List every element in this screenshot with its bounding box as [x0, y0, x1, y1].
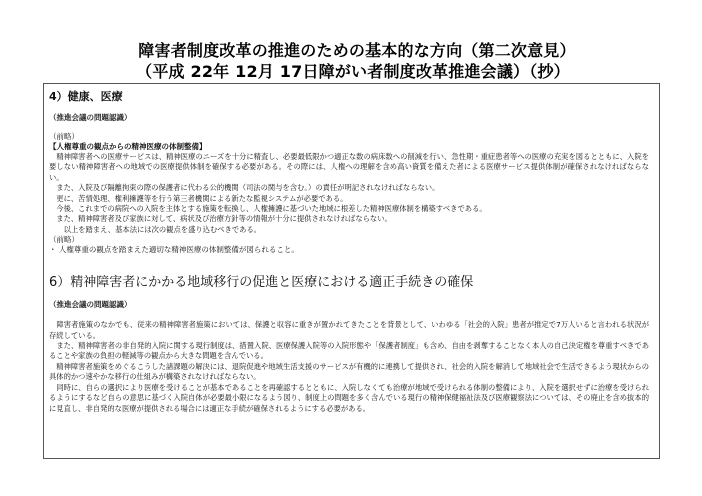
excerpt-box — [43, 83, 660, 459]
section-heading-health-medical: 4）健康、医療 — [49, 90, 123, 103]
paragraph: 精神障害者施策をめぐるこうした諸課題の解決には、退院促進や地域生活支援のサービスが有機的に連携して提供され、社会的入院を解消して地域社会で生活できるよう現状からの具体的かつ速やかな移行の仕組みが構築されなければならない。 — [49, 361, 649, 382]
section-heading-community-transition: 6）精神障害者にかかる地域移行の促進と医療における適正手続きの確保 — [49, 275, 474, 291]
title-line-2: （平成 22年 12月 17日障がい者制度改革推進会議）（抄） — [136, 62, 570, 81]
section-subheading: （推進会議の問題認識） — [49, 113, 132, 122]
omission-note: （前略） — [49, 132, 79, 141]
paragraph: 以上を踏まえ、基本法には次の観点を盛り込むべきである。 — [49, 224, 262, 234]
paragraph: 更に、苦情処理、権利擁護等を行う第三者機関による新たな監視システムが必要である。 — [49, 193, 348, 203]
section-subheading: （推進会議の問題認識） — [49, 300, 132, 310]
paragraph: また、精神障害者及び家族に対して、病状及び治療方針等の情報が十分に提供されなければならない。 — [49, 214, 392, 224]
paragraph: 今後、これまでの病院への入院を主体とする施策を転換し、人権擁護に基づいた地域に根差した精神医療体制を構築すべきである。 — [49, 204, 487, 214]
bullet-item: ・ 人権尊重の観点を踏まえた適切な精神医療の体制整備が図られること。 — [49, 245, 299, 255]
topic-title: 【人権尊重の観点からの精神医療の体制整備】 — [49, 142, 207, 151]
paragraph: 障害者施策のなかでも、従来の精神障害者施策においては、保護と収容に重きが置かれてきたことを背景として、いわゆる「社会的入院」患者が推定で7万人いると言われる状況が存続している。 — [49, 320, 649, 340]
paragraph: 精神障害者への医療サービスは、精神医療のニーズを十分に精査し、必要最低限かつ適正な数の病床数への削減を行い、急性期・重症患者等への医療の充実を図るとともに、入院を要しない精神障害者への地域での医療提供体制を確保する必要がある。その際には、人権への理解を含め高い資質を備えた者による医療サービス提供体制が確保されなければならない。 — [49, 152, 649, 182]
omission-note: （前略） — [49, 235, 79, 245]
document-title — [0, 40, 702, 82]
paragraph: 同時に、自らの選択により医療を受けることが基本であることを再確認するとともに、入院しなくても治療が地域で受けられる体制の整備により、入院を選択せずに治療を受けられるようにするなど自らの意思に基づく入院自体が必要最小限になるよう図り、制度上の問題を多く含んでいる現行の精神保健福祉法及び医療観察法については、その廃止を含め抜本的に見直し、非自発的な医療が提供される場合には適正な手続が確保されるようにする必要がある。 — [49, 382, 649, 413]
title-line-1: 障害者制度改革の推進のための基本的な方向（第二次意見） — [138, 41, 576, 60]
paragraph: また、入院及び隔離拘束の際の保護者に代わる公的機関（司法の関与を含む。）の責任が明記されなければならない。 — [49, 183, 440, 193]
paragraph: また、精神障害者の非自発的入院に関する現行制度は、措置入院、医療保護入院等の入院形態や「保護者制度」も含め、自由を剥奪することなく本人の自己決定権を尊重すべきであることや家族の負担の軽減等の観点から大きな問題を含んでいる。 — [49, 341, 649, 361]
